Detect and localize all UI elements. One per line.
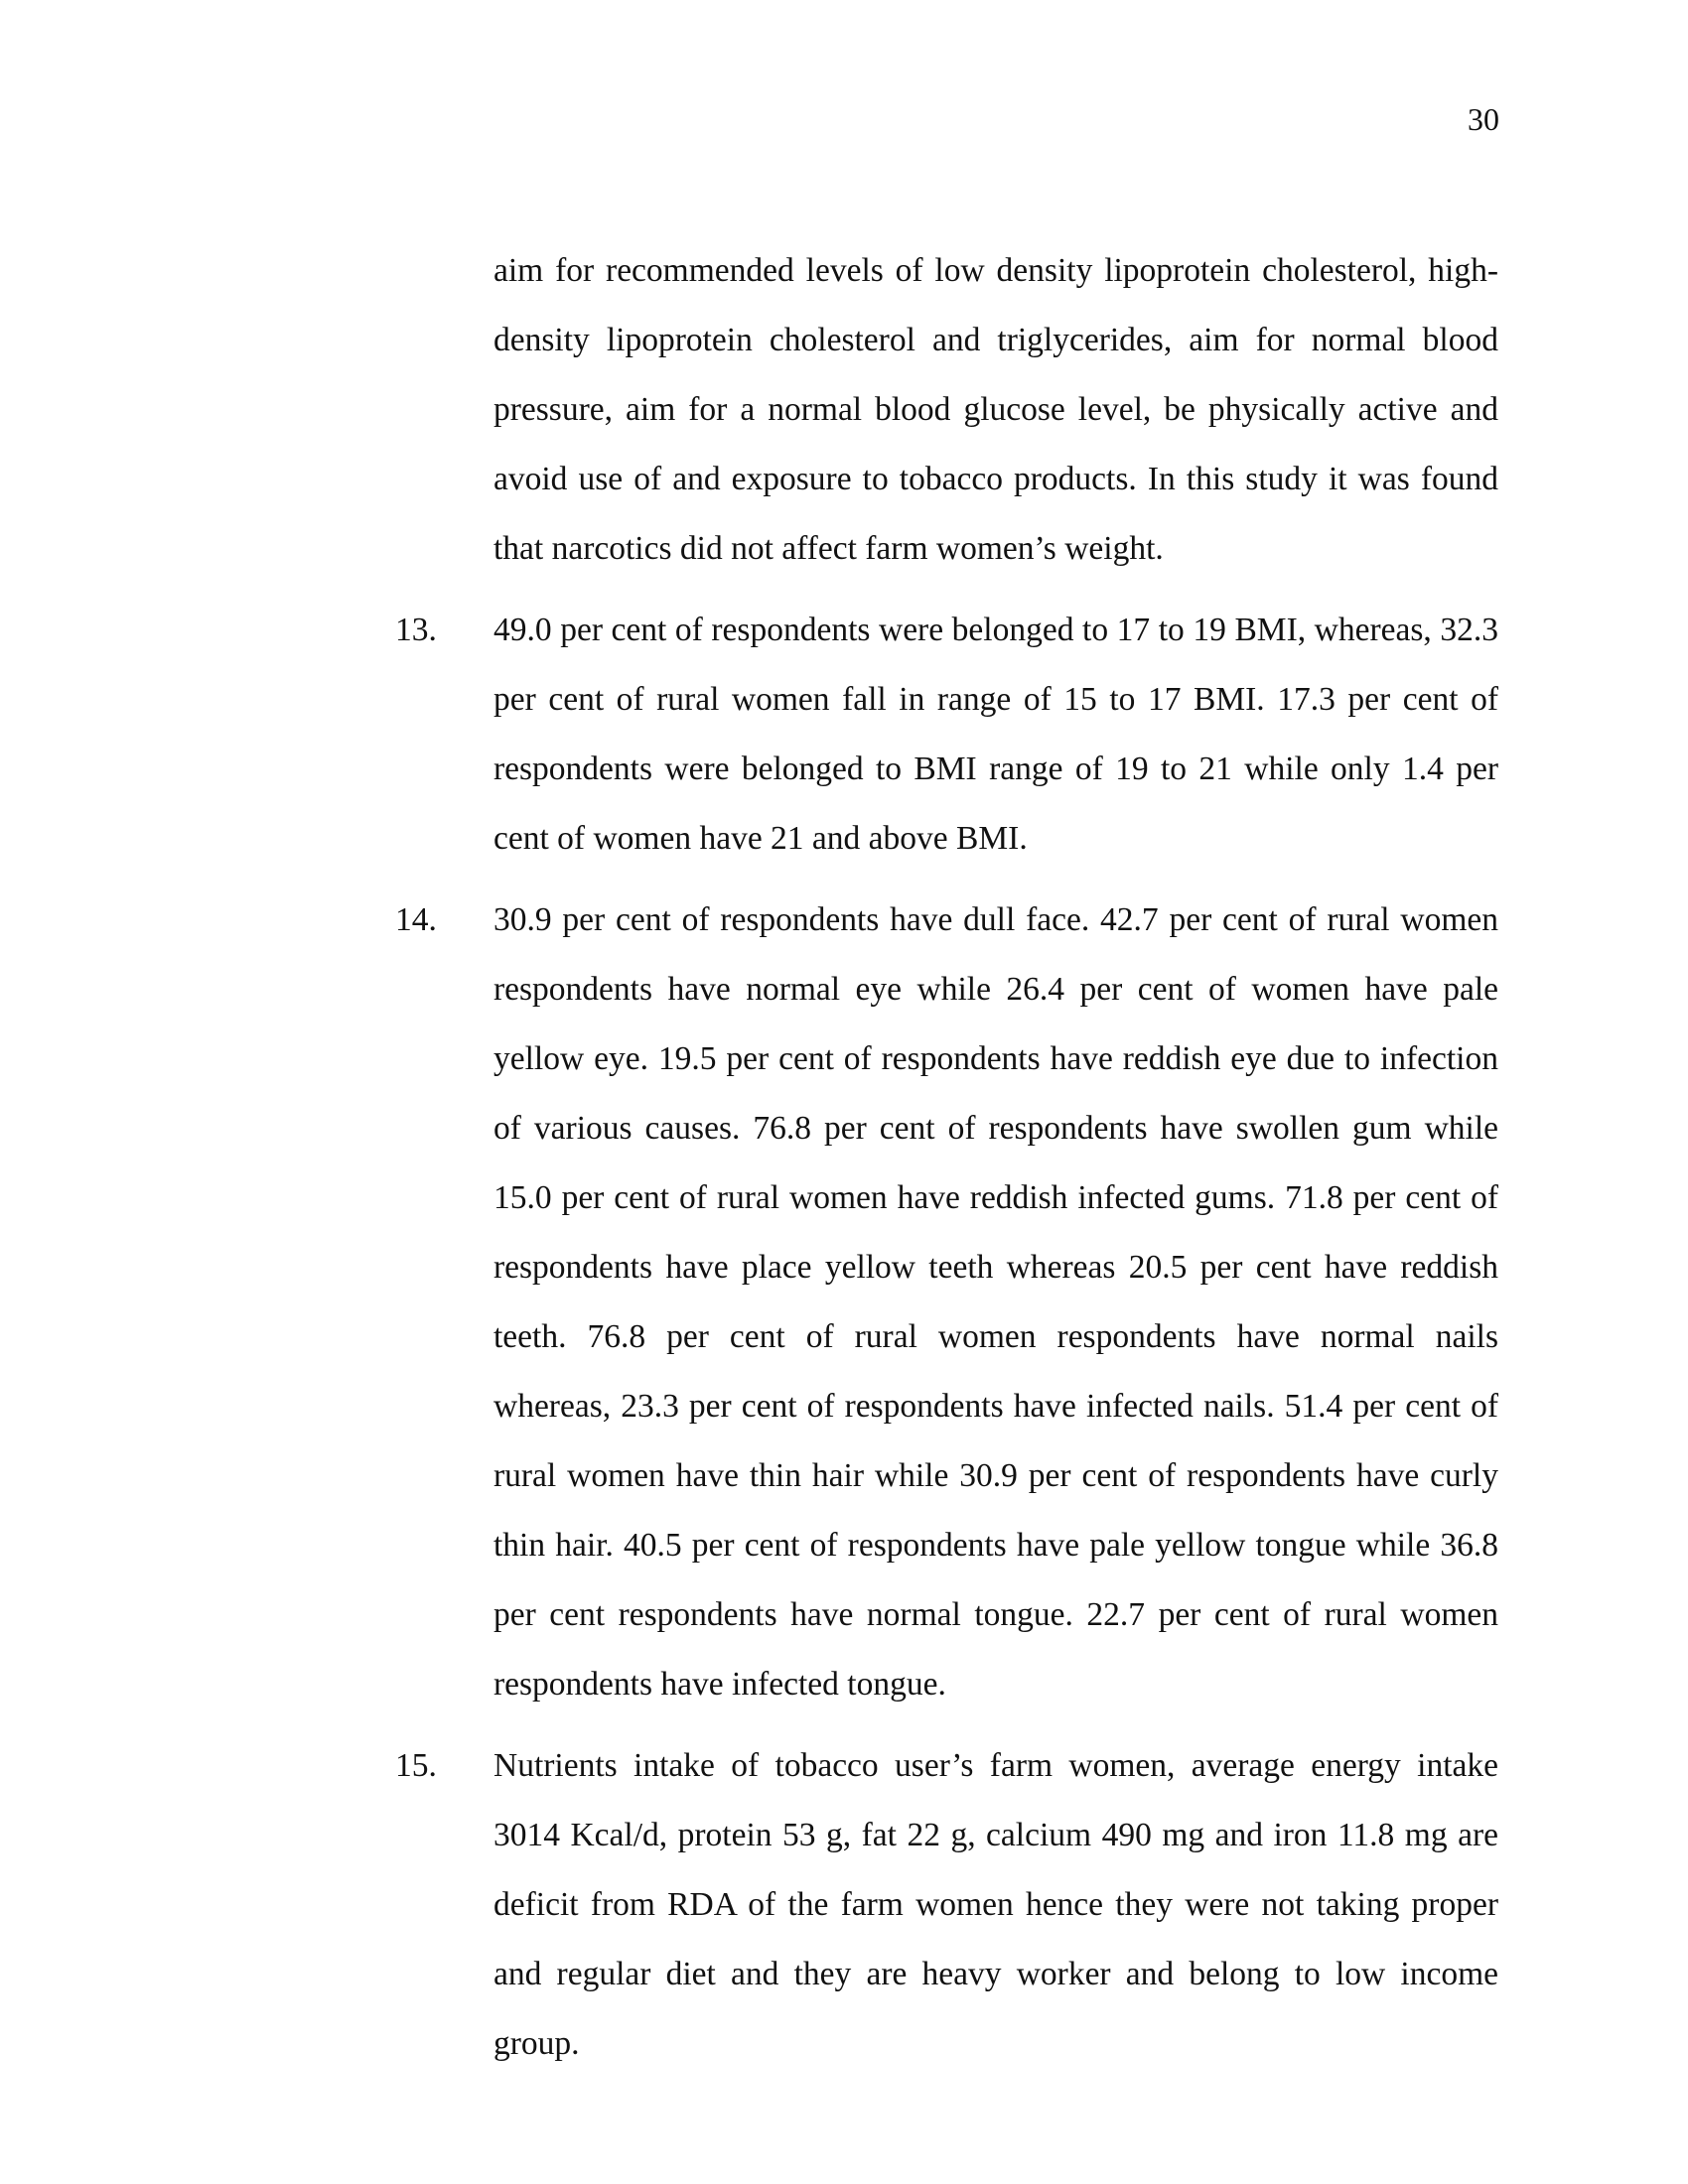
page-number: 30 [1468, 101, 1499, 137]
item-text: 49.0 per cent of respondents were belonged to 17 to 19 BMI, whereas, 32.3 per cent of rural women fall in range of 15 to 17 BMI. 17.3 per cent of respondents were belonged to BMI range of 19 to 21 while only 1.4 per cent of women have 21 and above BMI. [493, 612, 1498, 857]
document-body [0, 236, 1688, 2079]
item-text: Nutrients intake of tobacco user’s farm women, average energy intake 3014 Kcal/d, protein 53 g, fat 22 g, calcium 490 mg and iron 11.8 mg are deficit from RDA of the farm women hence they were not taking proper and regular diet and they are heavy worker and belong to low income group. [493, 1747, 1498, 2062]
continued-paragraph: aim for recommended levels of low density lipoprotein cholesterol, high-density lipoprotein cholesterol and triglycerides, aim for normal blood pressure, aim for a normal blood glucose level, be physically active and avoid use of and exposure to tobacco products. In this study it was found that narcotics did not affect farm women’s weight. [493, 252, 1498, 567]
numbered-item-15 [0, 1731, 1688, 2079]
item-number: 14. [395, 901, 437, 938]
item-number: 13. [395, 612, 437, 648]
item-number: 15. [395, 1747, 437, 1784]
item-text: 30.9 per cent of respondents have dull face. 42.7 per cent of rural women respondents have normal eye while 26.4 per cent of women have pale yellow eye. 19.5 per cent of respondents have reddish eye due to infection of various causes. 76.8 per cent of respondents have swollen gum while 15.0 per cent of rural women have reddish infected gums. 71.8 per cent of respondents have place yellow teeth whereas 20.5 per cent have reddish teeth. 76.8 per cent of rural women respondents have normal nails whereas, 23.3 per cent of respondents have infected nails. 51.4 per cent of rural women have thin hair while 30.9 per cent of respondents have curly thin hair. 40.5 per cent of respondents have pale yellow tongue while 36.8 per cent respondents have normal tongue. 22.7 per cent of rural women respondents have infected tongue. [493, 901, 1498, 1703]
numbered-item-14 [0, 886, 1688, 1719]
numbered-item-13 [0, 596, 1688, 874]
